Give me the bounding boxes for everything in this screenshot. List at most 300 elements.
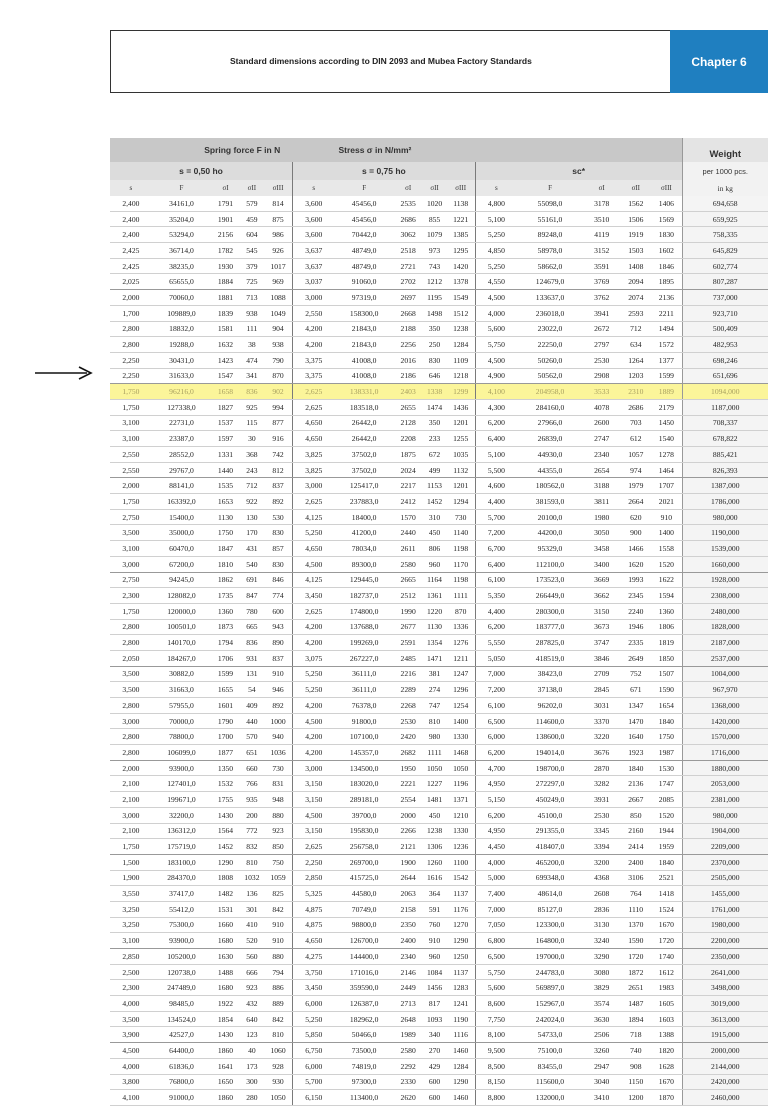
table-row: [110, 792, 768, 808]
table-cell: 256758,0: [334, 839, 393, 855]
table-cell: 4078: [583, 399, 620, 415]
table-cell: 1057: [620, 447, 651, 463]
table-cell: 418519,0: [517, 650, 583, 666]
table-cell: 646: [422, 368, 446, 384]
table-cell: 28552,0: [152, 447, 211, 463]
table-cell: 758,335: [682, 227, 768, 243]
table-cell: 8,800: [475, 1090, 517, 1106]
table-cell: 48749,0: [334, 243, 393, 259]
chapter-tab[interactable]: Chapter 6: [670, 30, 768, 93]
table-cell: 127401,0: [152, 776, 211, 792]
table-cell: 986: [264, 227, 293, 243]
table-cell: 6,200: [475, 619, 517, 635]
table-cell: 1819: [651, 635, 682, 651]
table-cell: 1164: [422, 572, 446, 588]
table-cell: 1706: [211, 650, 240, 666]
table-cell: 2240: [620, 603, 651, 619]
table-cell: 3,800: [110, 1074, 152, 1090]
table-cell: 3080: [583, 964, 620, 980]
table-cell: 892: [264, 698, 293, 714]
table-cell: 6,200: [475, 415, 517, 431]
table-cell: 183020,0: [334, 776, 393, 792]
table-cell: 1111: [422, 745, 446, 761]
table-cell: 3676: [583, 745, 620, 761]
table-cell: 651: [240, 745, 264, 761]
table-cell: 1468: [447, 745, 476, 761]
table-cell: 78034,0: [334, 541, 393, 557]
table-row: [110, 713, 768, 729]
table-cell: 2,625: [293, 494, 335, 510]
table-cell: 2677: [394, 619, 423, 635]
table-cell: 41008,0: [334, 368, 393, 384]
table-cell: 5,600: [475, 980, 517, 996]
table-row: [110, 964, 768, 980]
table-cell: 2667: [620, 792, 651, 808]
table-cell: 50562,0: [517, 368, 583, 384]
table-cell: 183777,0: [517, 619, 583, 635]
table-cell: 284160,0: [517, 399, 583, 415]
table-cell: 3941: [583, 305, 620, 321]
table-cell: 171016,0: [334, 964, 393, 980]
table-cell: 540: [240, 556, 264, 572]
table-cell: 1247: [447, 666, 476, 682]
table-cell: 718: [620, 1027, 651, 1043]
table-cell: 1488: [211, 964, 240, 980]
table-cell: 58978,0: [517, 243, 583, 259]
table-cell: 5,100: [475, 447, 517, 463]
table-cell: 1979: [620, 478, 651, 494]
table-row: [110, 541, 768, 557]
column-header: F: [517, 180, 583, 196]
table-cell: 1452: [211, 839, 240, 855]
table-cell: 341: [240, 368, 264, 384]
table-row: [110, 290, 768, 306]
table-cell: 183100,0: [152, 854, 211, 870]
table-cell: 1116: [447, 1027, 476, 1043]
table-cell: 35000,0: [152, 525, 211, 541]
table-cell: 826,393: [682, 462, 768, 478]
table-row: [110, 901, 768, 917]
table-cell: 1670: [651, 917, 682, 933]
table-cell: 111: [240, 321, 264, 337]
table-cell: 2,800: [110, 337, 152, 353]
table-cell: 760: [422, 917, 446, 933]
table-cell: 1254: [447, 698, 476, 714]
table-cell: 1650: [211, 1074, 240, 1090]
table-cell: 6,000: [293, 1058, 335, 1074]
table-cell: 1612: [651, 964, 682, 980]
table-cell: 831: [264, 776, 293, 792]
table-cell: 41008,0: [334, 352, 393, 368]
table-cell: 7,200: [475, 682, 517, 698]
arrow-right-icon: [35, 366, 95, 380]
table-cell: 3031: [583, 698, 620, 714]
table-cell: 1218: [447, 368, 476, 384]
table-cell: 1000: [264, 713, 293, 729]
table-cell: 3,637: [293, 243, 335, 259]
table-cell: 274: [422, 682, 446, 698]
table-cell: 1084: [422, 964, 446, 980]
table-cell: 39700,0: [334, 807, 393, 823]
table-cell: 1196: [447, 776, 476, 792]
table-cell: 3,100: [110, 431, 152, 447]
table-cell: 3,000: [110, 713, 152, 729]
table-cell: 699348,0: [517, 870, 583, 886]
stress-header: Stress σ in N/mm²: [334, 138, 682, 162]
table-row: [110, 494, 768, 510]
table-row: [110, 337, 768, 353]
table-cell: 115600,0: [517, 1074, 583, 1090]
table-cell: 1558: [651, 541, 682, 557]
table-cell: 4,875: [293, 917, 335, 933]
table-cell: 2,800: [110, 619, 152, 635]
table-cell: 830: [422, 352, 446, 368]
s75-header: s = 0,75 ho: [293, 162, 476, 180]
table-cell: 170: [240, 525, 264, 541]
table-cell: 3410: [583, 1090, 620, 1106]
table-cell: 740: [620, 1043, 651, 1059]
table-cell: 923: [240, 980, 264, 996]
table-cell: 2136: [651, 290, 682, 306]
table-cell: 2,250: [110, 352, 152, 368]
table-cell: 89248,0: [517, 227, 583, 243]
table-cell: 847: [240, 588, 264, 604]
table-cell: 1420,000: [682, 713, 768, 729]
table-row: [110, 996, 768, 1012]
table-cell: 4,650: [293, 933, 335, 949]
table-cell: 4,950: [475, 776, 517, 792]
table-row: [110, 635, 768, 651]
table-cell: 1471: [422, 650, 446, 666]
table-cell: 2308,000: [682, 588, 768, 604]
table-cell: 50466,0: [334, 1027, 393, 1043]
table-cell: 850: [264, 839, 293, 855]
table-cell: 5,250: [293, 1011, 335, 1027]
table-cell: 1881: [211, 290, 240, 306]
table-cell: 1236: [447, 839, 476, 855]
table-cell: 2,850: [293, 870, 335, 886]
table-cell: 890: [264, 635, 293, 651]
table-row: [110, 1011, 768, 1027]
table-cell: 910: [264, 666, 293, 682]
table-cell: 4,200: [293, 321, 335, 337]
table-cell: 247489,0: [152, 980, 211, 996]
table-row: [110, 196, 768, 211]
table-cell: 880: [264, 807, 293, 823]
table-cell: 928: [264, 1058, 293, 1074]
table-cell: 2845: [583, 682, 620, 698]
table-cell: 6,750: [293, 1043, 335, 1059]
table-cell: 1200: [620, 1090, 651, 1106]
table-cell: 113400,0: [334, 1090, 393, 1106]
column-header: σIII: [651, 180, 682, 196]
table-cell: 2654: [583, 462, 620, 478]
table-cell: 1794: [211, 635, 240, 651]
table-cell: 4,500: [293, 556, 335, 572]
table-cell: 158300,0: [334, 305, 393, 321]
table-row: [110, 729, 768, 745]
table-cell: 5,250: [293, 682, 335, 698]
table-cell: 6,400: [475, 556, 517, 572]
table-cell: 5,550: [475, 635, 517, 651]
table-cell: 830: [264, 525, 293, 541]
table-cell: 703: [620, 415, 651, 431]
table-cell: 1594: [651, 588, 682, 604]
table-cell: 126700,0: [334, 933, 393, 949]
table-cell: 837: [264, 650, 293, 666]
table-cell: 1720: [620, 949, 651, 965]
table-cell: 3,600: [293, 211, 335, 227]
column-header: σIII: [447, 180, 476, 196]
table-cell: 1100: [447, 854, 476, 870]
table-cell: 432: [240, 996, 264, 1012]
table-cell: 6,000: [293, 996, 335, 1012]
table-cell: 2709: [583, 666, 620, 682]
table-cell: 4,200: [293, 635, 335, 651]
table-cell: 742: [264, 447, 293, 463]
table-cell: 2649: [620, 650, 651, 666]
table-cell: 2,750: [110, 572, 152, 588]
table-cell: 3260: [583, 1043, 620, 1059]
table-cell: 870: [264, 368, 293, 384]
table-cell: 764: [620, 886, 651, 902]
table-cell: 36714,0: [152, 243, 211, 259]
table-cell: 22731,0: [152, 415, 211, 431]
table-cell: 1260: [422, 854, 446, 870]
table-cell: 1877: [211, 745, 240, 761]
table-cell: 1284: [447, 1058, 476, 1074]
table-cell: 1670: [651, 1074, 682, 1090]
table-cell: 3282: [583, 776, 620, 792]
table-cell: 1481: [422, 792, 446, 808]
table-cell: 875: [264, 211, 293, 227]
table-cell: 267227,0: [334, 650, 393, 666]
table-cell: 184267,0: [152, 650, 211, 666]
table-cell: 4,900: [475, 368, 517, 384]
table-cell: 1846: [651, 258, 682, 274]
table-cell: 500,409: [682, 321, 768, 337]
table-cell: 3040: [583, 1074, 620, 1090]
table-row: [110, 211, 768, 227]
table-cell: 2664: [620, 494, 651, 510]
table-cell: 1350: [211, 760, 240, 776]
table-cell: 2216: [394, 666, 423, 682]
table-cell: 1540: [651, 431, 682, 447]
table-cell: 2256: [394, 337, 423, 353]
table-cell: 1915,000: [682, 1027, 768, 1043]
table-cell: 78800,0: [152, 729, 211, 745]
table-cell: 70749,0: [334, 901, 393, 917]
table-cell: 3394: [583, 839, 620, 855]
table-cell: 2,250: [293, 854, 335, 870]
table-cell: 817: [422, 996, 446, 1012]
s50-header: s = 0,50 ho: [110, 162, 293, 180]
table-cell: 2,050: [110, 650, 152, 666]
table-cell: 22250,0: [517, 337, 583, 353]
table-cell: 1993: [620, 572, 651, 588]
table-cell: 600: [264, 603, 293, 619]
table-cell: 806: [422, 541, 446, 557]
table-cell: 1290: [211, 854, 240, 870]
table-cell: 4,800: [475, 196, 517, 211]
table-cell: 2200,000: [682, 933, 768, 949]
table-cell: 2074: [620, 290, 651, 306]
table-cell: 2160: [620, 823, 651, 839]
table-cell: 520: [240, 933, 264, 949]
table-cell: 946: [264, 682, 293, 698]
table-cell: 44355,0: [517, 462, 583, 478]
table-cell: 83455,0: [517, 1058, 583, 1074]
table-cell: 3,000: [293, 290, 335, 306]
table-cell: 138331,0: [334, 384, 393, 400]
table-cell: 922: [240, 494, 264, 510]
table-cell: 465200,0: [517, 854, 583, 870]
table-cell: 3,750: [293, 964, 335, 980]
table-cell: 1331: [211, 447, 240, 463]
table-cell: 1406: [651, 196, 682, 211]
table-cell: 1620: [620, 556, 651, 572]
table-cell: 289181,0: [334, 792, 393, 808]
table-cell: 3,637: [293, 258, 335, 274]
table-cell: 3019,000: [682, 996, 768, 1012]
table-cell: 1060: [264, 1043, 293, 1059]
table-cell: 2211: [651, 305, 682, 321]
table-cell: 7,200: [475, 525, 517, 541]
table-cell: 2,000: [110, 290, 152, 306]
table-cell: 2713: [394, 996, 423, 1012]
table-row: [110, 839, 768, 855]
table-cell: 76800,0: [152, 1074, 211, 1090]
table-cell: 4,000: [110, 1058, 152, 1074]
table-cell: 1201: [447, 415, 476, 431]
table-cell: 21843,0: [334, 337, 393, 353]
column-header: F: [334, 180, 393, 196]
table-cell: 3,100: [110, 541, 152, 557]
table-cell: 2655: [394, 399, 423, 415]
table-cell: 930: [264, 1074, 293, 1090]
table-cell: 3846: [583, 650, 620, 666]
table-cell: 1212: [422, 274, 446, 290]
table-cell: 7,400: [475, 886, 517, 902]
table-cell: 836: [240, 384, 264, 400]
table-cell: 114600,0: [517, 713, 583, 729]
table-cell: 725: [240, 274, 264, 290]
table-cell: 1539,000: [682, 541, 768, 557]
table-cell: 48614,0: [517, 886, 583, 902]
table-cell: 2158: [394, 901, 423, 917]
table-cell: 5,750: [475, 337, 517, 353]
table-cell: 381: [422, 666, 446, 682]
table-cell: 5,100: [475, 211, 517, 227]
table-cell: 4,300: [475, 399, 517, 415]
table-cell: 194014,0: [517, 745, 583, 761]
table-cell: 2870: [583, 760, 620, 776]
table-cell: 1460: [447, 1090, 476, 1106]
table-cell: 1423: [211, 352, 240, 368]
table-cell: 199671,0: [152, 792, 211, 808]
table-row: [110, 258, 768, 274]
table-cell: 67200,0: [152, 556, 211, 572]
table-cell: 93900,0: [152, 760, 211, 776]
table-cell: 1895: [651, 274, 682, 290]
table-cell: 620: [620, 509, 651, 525]
table-cell: 1840: [651, 713, 682, 729]
table-cell: 2340: [394, 949, 423, 965]
table-cell: 1810: [211, 556, 240, 572]
table-cell: 4,500: [293, 713, 335, 729]
table-cell: 55098,0: [517, 196, 583, 211]
table-cell: 123: [240, 1027, 264, 1043]
table-cell: 152967,0: [517, 996, 583, 1012]
table-cell: 3290: [583, 949, 620, 965]
table-cell: 1049: [264, 305, 293, 321]
table-cell: 474: [240, 352, 264, 368]
table-cell: 973: [422, 243, 446, 259]
table-cell: 604: [240, 227, 264, 243]
table-cell: 96216,0: [152, 384, 211, 400]
table-cell: 1330: [447, 823, 476, 839]
table-cell: 6,400: [475, 431, 517, 447]
table-cell: 974: [620, 462, 651, 478]
table-cell: 1581: [211, 321, 240, 337]
table-cell: 774: [264, 588, 293, 604]
table-cell: 2686: [620, 399, 651, 415]
table-cell: 2,550: [110, 447, 152, 463]
table-row: [110, 776, 768, 792]
table-cell: 2000: [394, 807, 423, 823]
table-cell: 810: [240, 854, 264, 870]
table-cell: 1440: [211, 462, 240, 478]
table-cell: 1880,000: [682, 760, 768, 776]
table-cell: 2,800: [110, 321, 152, 337]
table-row: [110, 384, 768, 400]
table-cell: 3240: [583, 933, 620, 949]
table-cell: 1542: [447, 870, 476, 886]
table-cell: 199269,0: [334, 635, 393, 651]
table-cell: 2,025: [110, 274, 152, 290]
table-cell: 1036: [264, 745, 293, 761]
table-cell: 1983: [651, 980, 682, 996]
table-cell: 6,700: [475, 541, 517, 557]
table-cell: 130: [240, 509, 264, 525]
table-cell: 3188: [583, 478, 620, 494]
table-cell: 53294,0: [152, 227, 211, 243]
table-cell: 2330: [394, 1074, 423, 1090]
table-cell: 850: [620, 807, 651, 823]
table-cell: 1020: [422, 196, 446, 211]
table-cell: 9,500: [475, 1043, 517, 1059]
table-cell: 1530: [651, 760, 682, 776]
table-row: [110, 431, 768, 447]
table-cell: 948: [264, 792, 293, 808]
table-cell: 4,000: [110, 996, 152, 1012]
table-cell: 340: [422, 1027, 446, 1043]
table-row: [110, 368, 768, 384]
table-cell: 812: [264, 462, 293, 478]
table-cell: 20100,0: [517, 509, 583, 525]
table-cell: 75100,0: [517, 1043, 583, 1059]
table-cell: 1211: [447, 650, 476, 666]
table-cell: 665: [240, 619, 264, 635]
table-cell: 23387,0: [152, 431, 211, 447]
table-cell: 1862: [211, 572, 240, 588]
table-cell: 2266: [394, 823, 423, 839]
table-cell: 1740: [651, 949, 682, 965]
table-cell: 1872: [620, 964, 651, 980]
table-cell: 2350: [394, 917, 423, 933]
table-cell: 5,150: [475, 792, 517, 808]
table-cell: 198700,0: [517, 760, 583, 776]
